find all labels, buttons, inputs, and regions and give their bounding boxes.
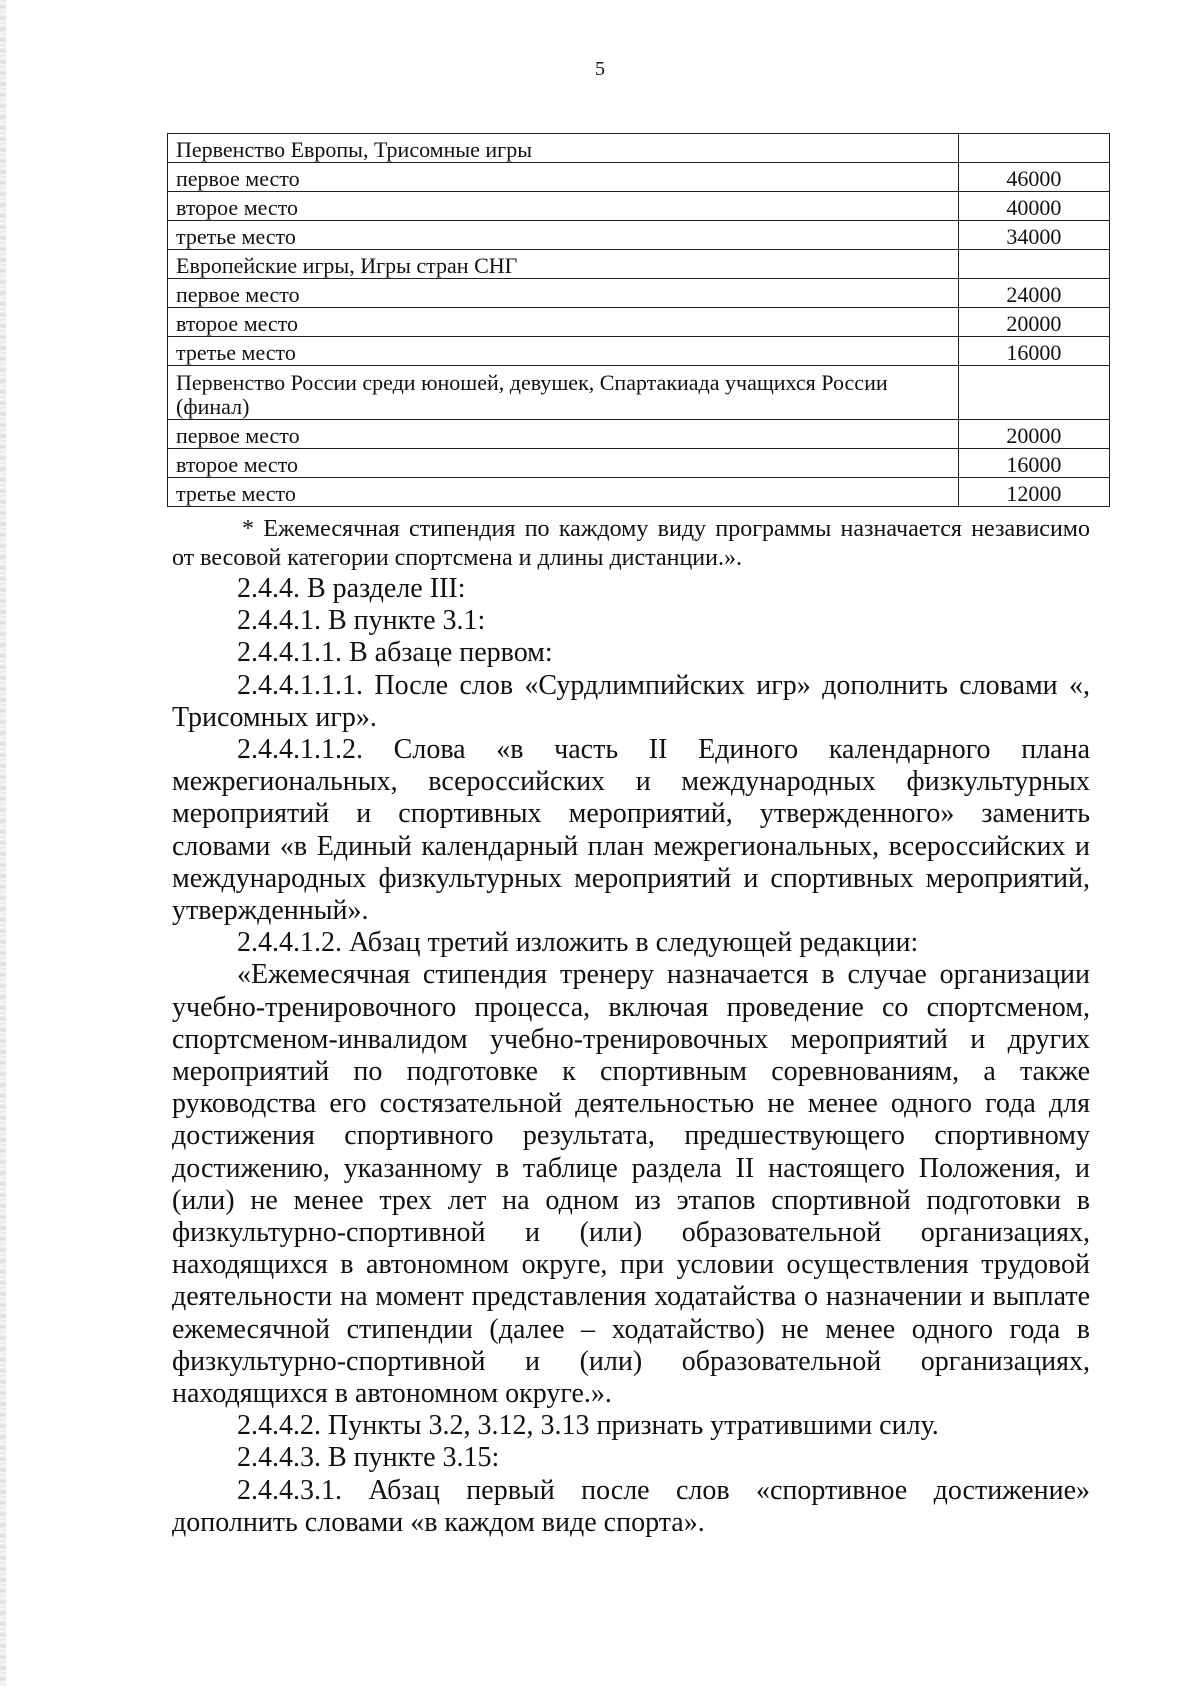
table-cell-amount: 40000	[958, 192, 1109, 221]
table-cell-amount: 34000	[958, 221, 1109, 250]
paragraph: 2.4.4.1.2. Абзац третий изложить в следующей редакции:	[237, 927, 919, 959]
paragraph: 2.4.4.2. Пункты 3.2, 3.12, 3.13 признать утратившими силу.	[237, 1410, 939, 1442]
table-cell-amount	[958, 366, 1109, 420]
paragraph: 2.4.4. В разделе III:	[237, 573, 466, 604]
document-body	[172, 515, 1090, 1539]
table-row-place	[168, 163, 1110, 192]
table-row-place	[168, 308, 1110, 337]
table-cell-amount: 20000	[958, 420, 1109, 449]
table-cell-label: первое место	[168, 420, 959, 449]
paragraph: 2.4.4.1. В пункте 3.1:	[237, 605, 486, 637]
table-row-place	[168, 221, 1110, 250]
table-cell-label: Первенство Европы, Трисомные игры	[168, 134, 959, 163]
paragraph: 2.4.4.1.1.2. Слова «в часть II Единого календарного плана межрегиональных, всероссийских и международных физкультурных мероприятий и спортивных мероприятий, утвержденного» заменить словами «в Единый календарный план межрегиональных, всероссийских и международных физкультурных мероприятий и спортивных мероприятий, утвержденный».	[172, 734, 1090, 927]
table-cell-amount: 20000	[958, 308, 1109, 337]
table-cell-amount	[958, 250, 1109, 279]
scan-edge	[0, 0, 6, 1686]
awards-table	[167, 133, 1110, 507]
paragraph: 2.4.4.3.1. Абзац первый после слов «спортивное достижение» дополнить словами «в каждом виде спорта».	[172, 1474, 1090, 1538]
table-footnote: * Ежемесячная стипендия по каждому виду программы назначается независимо от весовой категории спортсмена и длины дистанции.».	[172, 516, 1090, 571]
page-number: 5	[595, 58, 605, 80]
table-cell-label: Первенство России среди юношей, девушек, Спартакиада учащихся России (финал)	[168, 366, 959, 420]
table-cell-label: третье место	[168, 221, 959, 250]
table-cell-label: первое место	[168, 279, 959, 308]
table-cell-label: второе место	[168, 308, 959, 337]
table-cell-label: второе место	[168, 449, 959, 478]
table-row-place	[168, 420, 1110, 449]
table-row-place	[168, 449, 1110, 478]
table-cell-label: третье место	[168, 478, 959, 507]
table-row-group	[168, 134, 1110, 163]
table-row-group	[168, 366, 1110, 420]
paragraph: 2.4.4.3. В пункте 3.15:	[237, 1442, 500, 1474]
table-cell-amount: 46000	[958, 163, 1109, 192]
table-cell-label: Европейские игры, Игры стран СНГ	[168, 250, 959, 279]
paragraph: 2.4.4.1.1.1. После слов «Сурдлимпийских игр» дополнить словами «, Трисомных игр».	[172, 669, 1090, 733]
table-cell-label: второе место	[168, 192, 959, 221]
table-row-group	[168, 250, 1110, 279]
awards-table-body	[168, 134, 1110, 507]
table-row-place	[168, 279, 1110, 308]
table-cell-amount: 16000	[958, 449, 1109, 478]
table-cell-amount	[958, 134, 1109, 163]
table-cell-amount: 24000	[958, 279, 1109, 308]
paragraph: 2.4.4.1.1. В абзаце первом:	[237, 637, 553, 669]
table-row-place	[168, 478, 1110, 507]
table-cell-label: первое место	[168, 163, 959, 192]
table-row-place	[168, 337, 1110, 366]
table-cell-label: третье место	[168, 337, 959, 366]
table-cell-amount: 16000	[958, 337, 1109, 366]
table-row-place	[168, 192, 1110, 221]
paragraph: «Ежемесячная стипендия тренеру назначается в случае организации учебно-тренировочного процесса, включая проведение со спортсменом, спортсменом-инвалидом учебно-тренировочных мероприятий и других мероприятий по подготовке к спортивным соревнованиям, а также руководства его состязательной деятельностью не менее одного года для достижения спортивного результата, предшествующего спортивному достижению, указанному в таблице раздела II настоящего Положения, и (или) не менее трех лет на одном из этапов спортивной подготовки в физкультурно-спортивной и (или) образовательной организациях, находящихся в автономном округе, при условии осуществления трудовой деятельности на момент представления ходатайства о назначении и выплате ежемесячной стипендии (далее – ходатайство) не менее одного года в физкультурно-спортивной и (или) образовательной организациях, находящихся в автономном округе.».	[172, 959, 1090, 1410]
table-cell-amount: 12000	[958, 478, 1109, 507]
